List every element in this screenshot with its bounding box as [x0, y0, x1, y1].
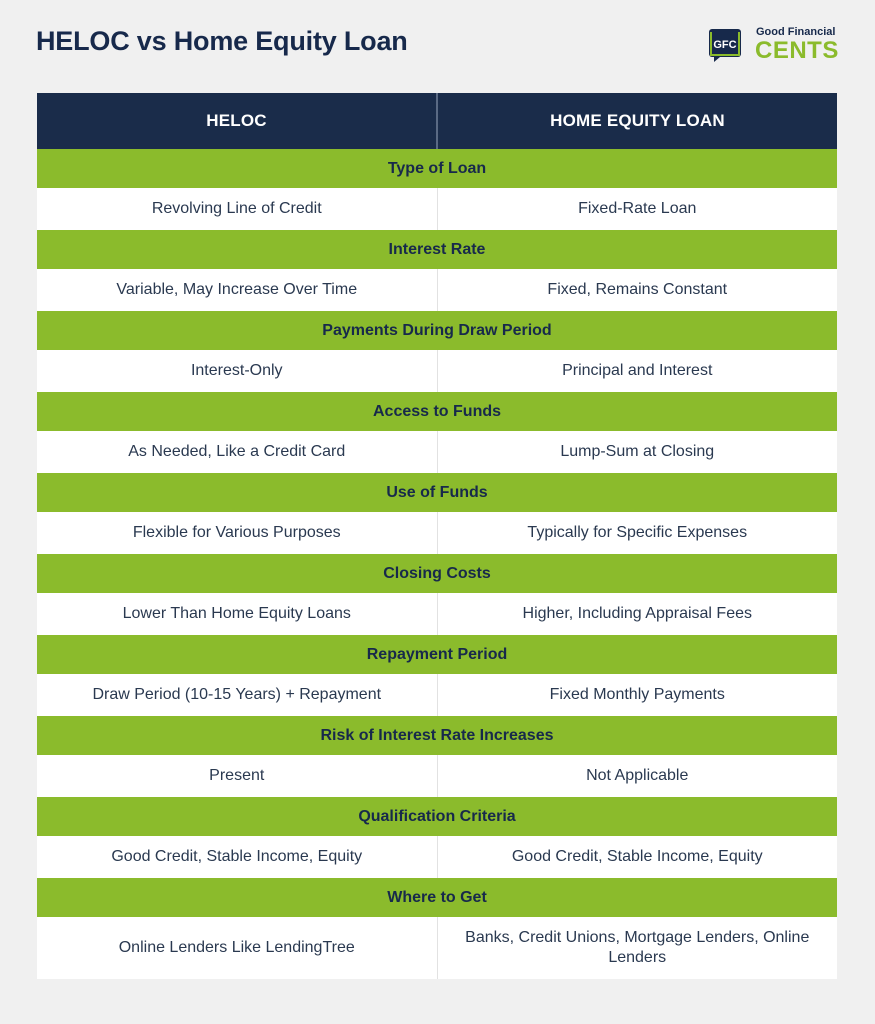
heloc-cell: Revolving Line of Credit	[37, 188, 438, 230]
logo-text-bottom: CENTS	[755, 37, 839, 64]
category-row: Repayment Period	[37, 635, 837, 674]
home-equity-cell: Fixed, Remains Constant	[547, 281, 728, 298]
home-equity-cell: Good Credit, Stable Income, Equity	[511, 848, 763, 865]
home-equity-cell: Fixed Monthly Payments	[549, 686, 725, 703]
table-row	[37, 836, 837, 878]
heloc-cell: Online Lenders Like LendingTree	[37, 917, 438, 979]
category-row: Risk of Interest Rate Increases	[37, 716, 837, 755]
heloc-cell: Present	[37, 755, 438, 797]
heloc-cell: Flexible for Various Purposes	[37, 512, 438, 554]
category-row: Access to Funds	[37, 392, 837, 431]
table-row	[37, 188, 837, 230]
heloc-cell: Lower Than Home Equity Loans	[37, 593, 438, 635]
header-heloc: HELOC	[37, 93, 438, 149]
logo	[708, 26, 840, 66]
table-row	[37, 431, 837, 473]
heloc-cell: Variable, May Increase Over Time	[37, 269, 438, 311]
category-row: Payments During Draw Period	[37, 311, 837, 350]
home-equity-cell: Banks, Credit Unions, Mortgage Lenders, Online Lenders	[465, 929, 810, 966]
table-row	[37, 917, 837, 979]
comparison-table	[37, 93, 837, 979]
category-row: Interest Rate	[37, 230, 837, 269]
home-equity-cell: Not Applicable	[586, 767, 689, 784]
logo-badge-text: GFC	[713, 39, 737, 51]
category-row: Type of Loan	[37, 149, 837, 188]
home-equity-cell: Lump-Sum at Closing	[560, 443, 715, 460]
category-row: Use of Funds	[37, 473, 837, 512]
header-home-equity-loan: HOME EQUITY LOAN	[550, 111, 725, 130]
category-row: Closing Costs	[37, 554, 837, 593]
heloc-cell: Interest-Only	[37, 350, 438, 392]
home-equity-cell: Typically for Specific Expenses	[527, 524, 748, 541]
table-row	[37, 674, 837, 716]
table-header	[37, 93, 837, 149]
home-equity-cell: Fixed-Rate Loan	[578, 200, 697, 217]
table-row	[37, 593, 837, 635]
logo-text-top: Good Financial	[756, 26, 836, 38]
home-equity-cell: Higher, Including Appraisal Fees	[522, 605, 752, 622]
table-row	[37, 755, 837, 797]
heloc-cell: Good Credit, Stable Income, Equity	[37, 836, 438, 878]
page-title: HELOC vs Home Equity Loan	[36, 26, 408, 56]
table-body	[37, 149, 837, 979]
gfc-badge-icon	[708, 28, 742, 62]
category-row: Where to Get	[37, 878, 837, 917]
heloc-cell: Draw Period (10-15 Years) + Repayment	[37, 674, 438, 716]
category-row: Qualification Criteria	[37, 797, 837, 836]
heloc-cell: As Needed, Like a Credit Card	[37, 431, 438, 473]
table-row	[37, 350, 837, 392]
home-equity-cell: Principal and Interest	[562, 362, 713, 379]
table-row	[37, 512, 837, 554]
table-row	[37, 269, 837, 311]
